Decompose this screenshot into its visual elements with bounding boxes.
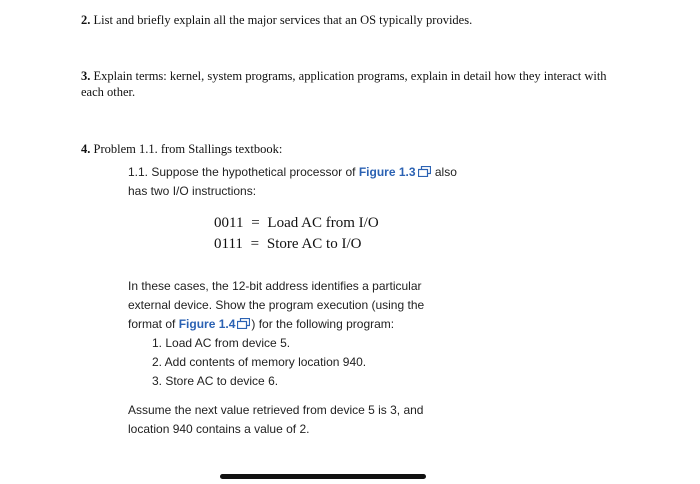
- formula-code: 0011: [214, 215, 244, 231]
- question-2: [81, 12, 472, 28]
- external-link-icon[interactable]: [237, 318, 250, 329]
- formula-description: Store AC to I/O: [266, 236, 362, 252]
- question-3-line2: each other.: [81, 85, 136, 99]
- problem-intro-suffix: also: [434, 165, 457, 179]
- problem-body: [128, 277, 568, 391]
- problem-closing-line1: Assume the next value retrieved from device 5 is 3, and: [128, 403, 424, 417]
- instruction-formulas: [214, 213, 379, 255]
- question-3-number: 3.: [81, 69, 91, 83]
- home-indicator-bar[interactable]: [220, 474, 426, 479]
- formula-equals: =: [250, 236, 260, 252]
- figure-1-4-link[interactable]: [179, 317, 252, 331]
- figure-1-3-link[interactable]: [359, 165, 432, 179]
- problem-intro-line2: has two I/O instructions:: [128, 184, 257, 198]
- question-4: [81, 141, 282, 157]
- problem-intro-prefix: 1.1. Suppose the hypothetical processor of: [128, 165, 356, 179]
- formula-row: [214, 234, 379, 255]
- question-2-number: 2.: [81, 13, 91, 27]
- problem-intro: [128, 163, 548, 201]
- formula-equals: =: [251, 215, 260, 231]
- program-step: 2. Add contents of memory location 940.: [152, 355, 367, 369]
- question-4-text: Problem 1.1. from Stallings textbook:: [93, 142, 283, 156]
- problem-closing-line2: location 940 contains a value of 2.: [128, 422, 310, 436]
- question-2-text: List and briefly explain all the major services that an OS typically provides.: [93, 13, 473, 27]
- problem-para-line1: In these cases, the 12-bit address identifies a particular: [128, 279, 422, 293]
- external-link-icon[interactable]: [418, 166, 431, 177]
- figure-1-4-label[interactable]: Figure 1.4: [178, 317, 236, 331]
- program-step: 3. Store AC to device 6.: [152, 374, 279, 388]
- question-3: [81, 68, 641, 100]
- formula-code: 0111: [214, 236, 243, 252]
- figure-1-3-label[interactable]: Figure 1.3: [358, 165, 416, 179]
- formula-row: [214, 213, 379, 234]
- question-3-line1: Explain terms: kernel, system programs, application programs, explain in detail how they interact with: [93, 69, 607, 83]
- problem-para-line2: external device. Show the program execution (using the: [128, 298, 425, 312]
- problem-para-line3-prefix: format of: [128, 317, 176, 331]
- question-4-number: 4.: [81, 142, 91, 156]
- formula-description: Load AC from I/O: [267, 215, 379, 231]
- problem-closing: [128, 401, 568, 439]
- problem-para-line3-suffix: ) for the following program:: [251, 317, 395, 331]
- program-step: 1. Load AC from device 5.: [152, 336, 291, 350]
